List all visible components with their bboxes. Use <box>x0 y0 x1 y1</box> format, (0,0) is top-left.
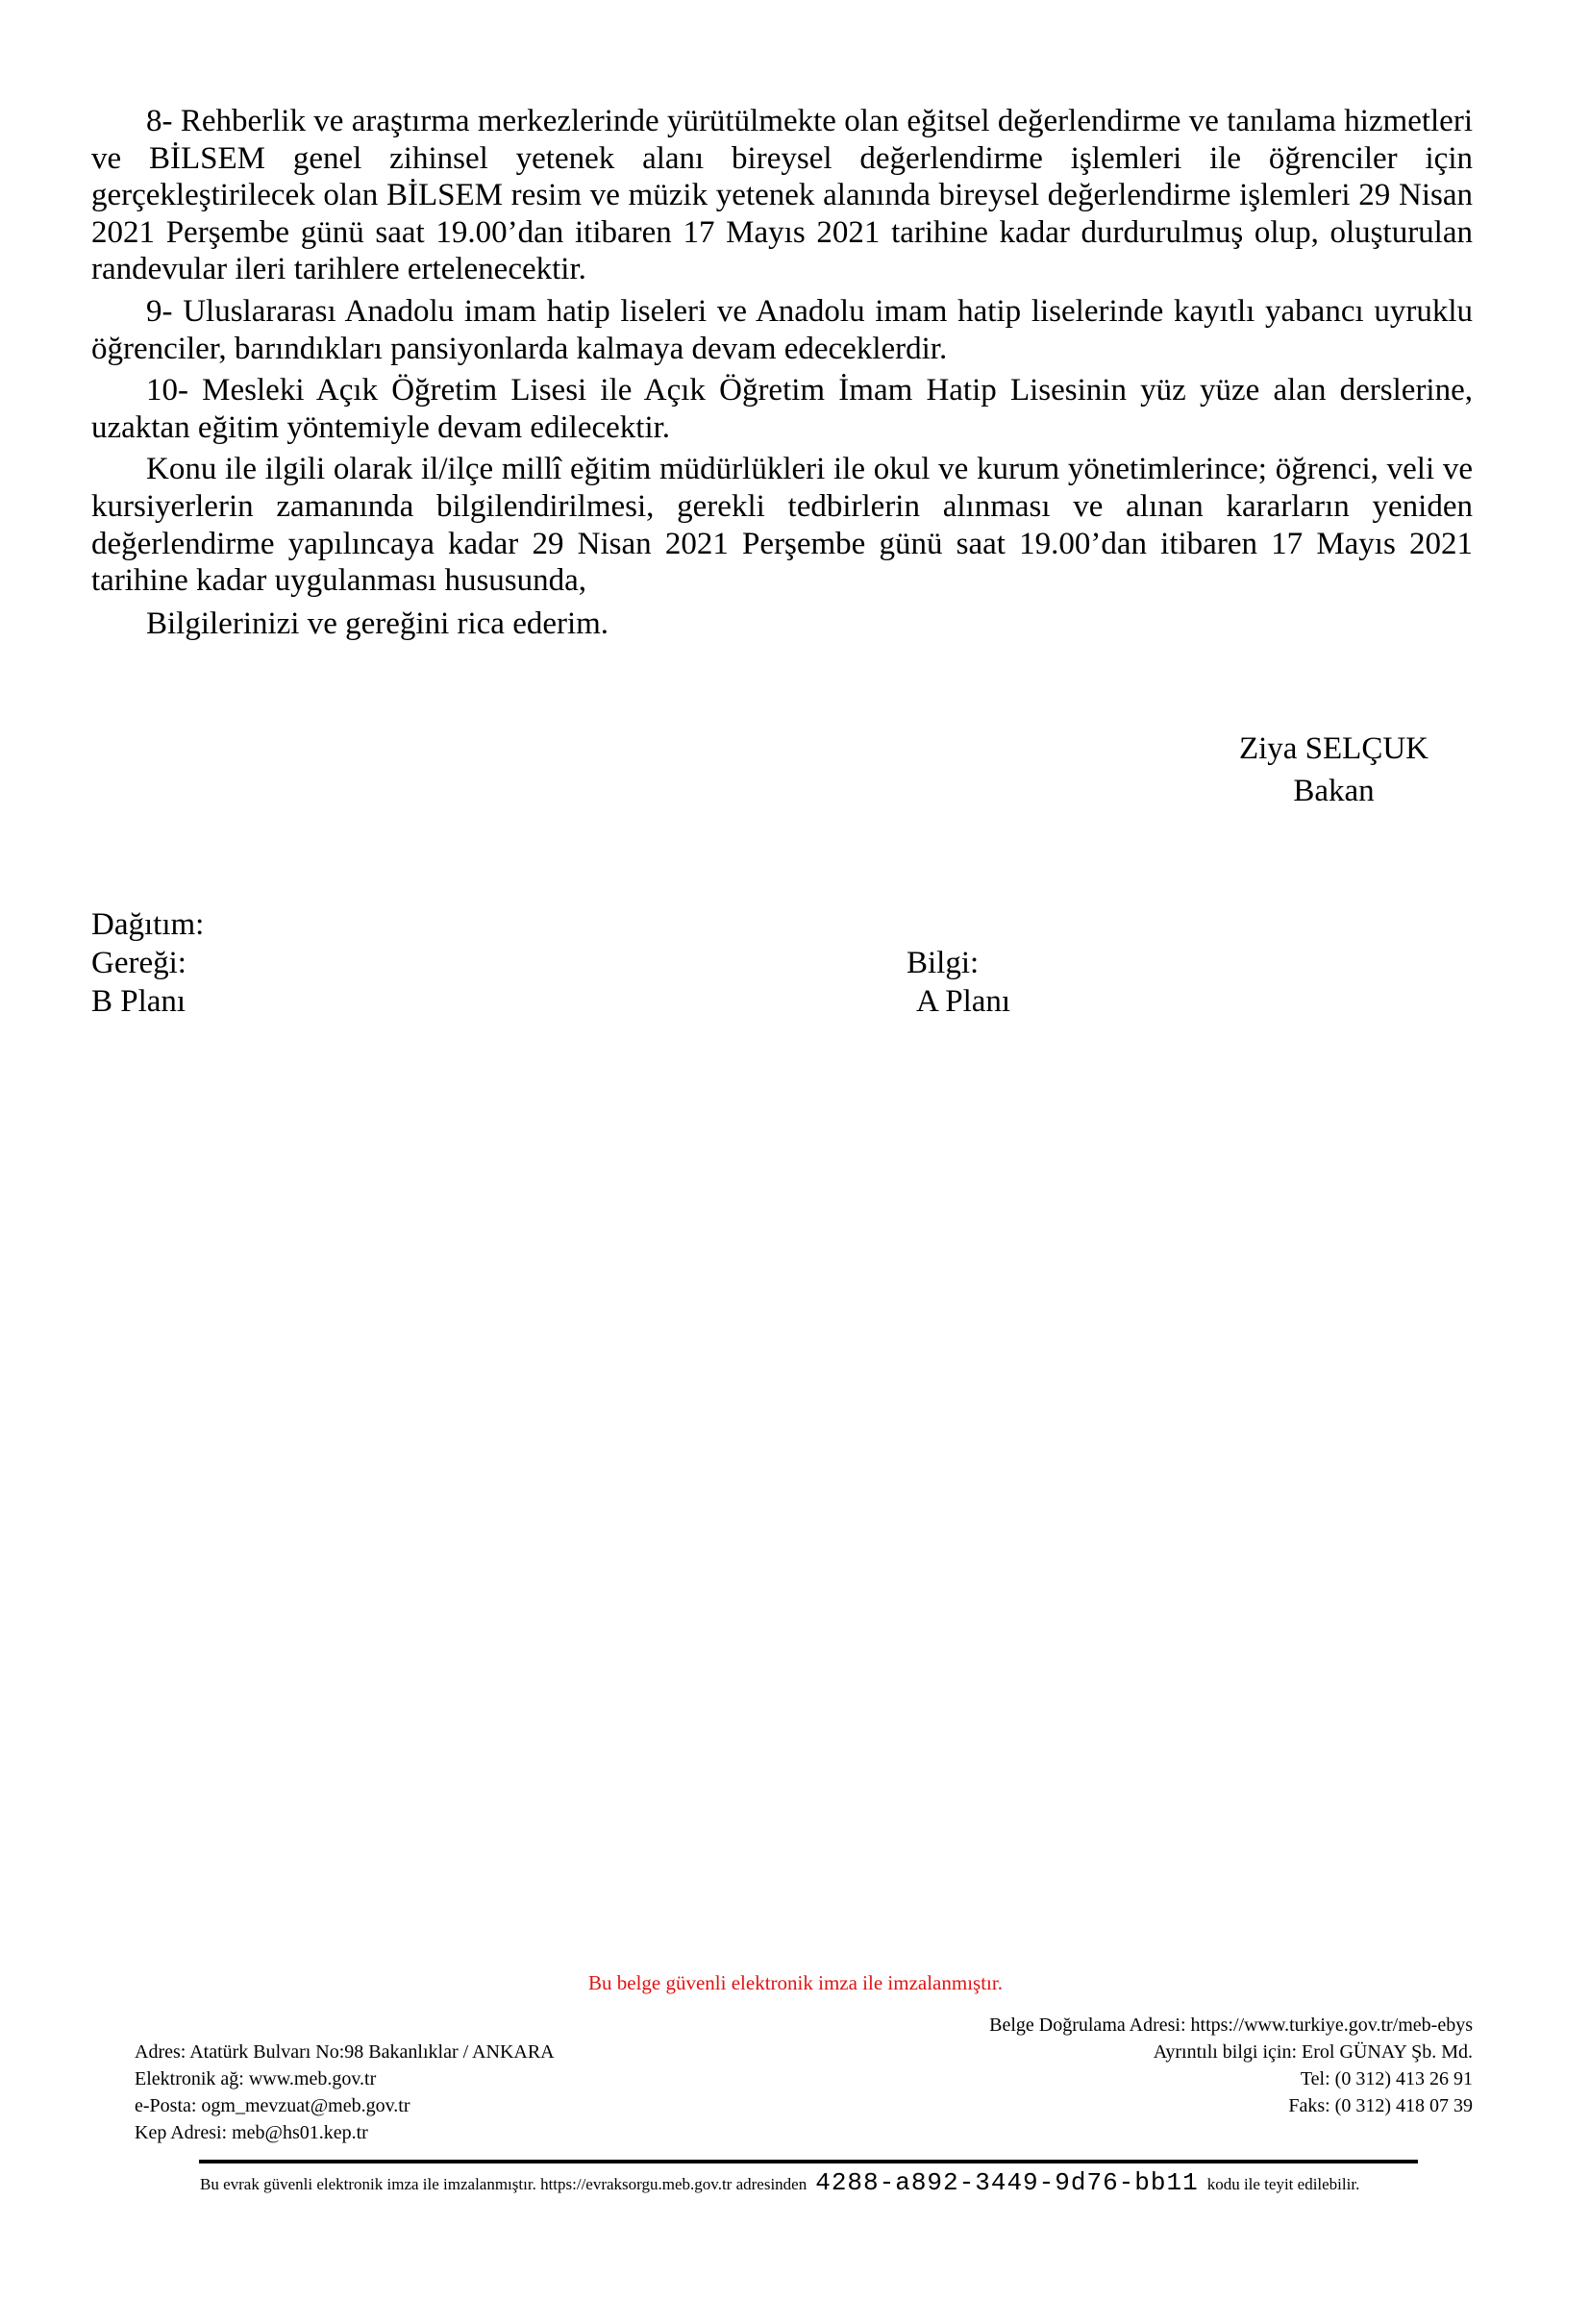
gereği-label: Gereği: <box>91 946 186 980</box>
distribution-heading-row <box>91 905 1149 944</box>
footer-address-line: Adres: Atatürk Bulvarı No:98 Bakanlıklar / ANKARA <box>135 2041 555 2063</box>
footer-contact-person-line: Ayrıntılı bilgi için: Erol GÜNAY Şb. Md. <box>1153 2041 1473 2063</box>
regards-line: Bilgilerinizi ve gereğini rica ederim. <box>146 606 609 641</box>
footer-verify-url-line: Belge Doğrulama Adresi: https://www.turkiye.gov.tr/meb-ebys <box>989 2015 1473 2036</box>
bilgi-label: Bilgi: <box>907 946 980 980</box>
footer-web-line: Elektronik ağ: www.meb.gov.tr <box>135 2068 377 2089</box>
verification-suffix: kodu ile teyit edilebilir. <box>1206 2175 1360 2193</box>
distribution-labels-row <box>91 944 1149 982</box>
signature-block <box>1182 728 1485 812</box>
paragraph-10: 10- Mesleki Açık Öğretim Lisesi ile Açık Öğretim İmam Hatip Lisesinin yüz yüze alan derslerine, uzaktan eğitim yöntemiyle devam edilecektir. <box>91 373 1473 445</box>
bilgi-value: A Planı <box>916 984 1011 1019</box>
footer-divider-rule <box>199 2160 1418 2163</box>
paragraph-9: 9- Uluslararası Anadolu imam hatip liseleri ve Anadolu imam hatip liselerinde kayıtlı yabancı uyruklu öğrenciler, barındıkları pansiyonlarda kalmaya devam edeceklerdir. <box>91 293 1473 366</box>
footer-tel-line: Tel: (0 312) 413 26 91 <box>1300 2068 1473 2089</box>
distribution-values-row <box>91 982 1149 1021</box>
esignature-notice: Bu belge güvenli elektronik imza ile imzalanmıştır. <box>588 1971 1003 1994</box>
gereği-value: B Planı <box>91 984 186 1019</box>
letter-body <box>91 103 1473 647</box>
footer-fax-line: Faks: (0 312) 418 07 39 <box>1288 2095 1473 2116</box>
distribution-heading: Dağıtım: <box>91 907 205 942</box>
signatory-name: Ziya SELÇUK <box>1238 731 1429 766</box>
verification-prefix: Bu evrak güvenli elektronik imza ile imzalanmıştır. https://evraksorgu.meb.gov.tr adresinden <box>200 2175 807 2193</box>
verification-line <box>200 2168 1450 2197</box>
footer-address-block <box>135 2039 555 2146</box>
distribution-block <box>91 905 1149 1021</box>
signatory-title: Bakan <box>1293 774 1375 808</box>
closing-paragraph: Konu ile ilgili olarak il/ilçe millî eğitim müdürlükleri ile okul ve kurum yönetimlerince; öğrenci, veli ve kursiyerlerin zamanında bilgilendirilmesi, gerekli tedbirlerin alınması ve alınan kararların yeniden değerlendirme yapılıncaya kadar 29 Nisan 2021 Perşembe günü saat 19.00’dan itibaren 17 Mayıs 2021 tarihine kadar uygulanması hususunda, <box>91 452 1473 599</box>
verification-code: 4288-a892-3449-9d76-bb11 <box>815 2168 1199 2197</box>
footer-email-line: e-Posta: ogm_mevzuat@meb.gov.tr <box>135 2095 410 2116</box>
paragraph-8: 8- Rehberlik ve araştırma merkezlerinde yürütülmekte olan eğitsel değerlendirme ve tanılama hizmetleri ve BİLSEM genel zihinsel yetenek alanı bireysel değerlendirme işlemleri ile öğrenciler için gerçekleştirilecek olan BİLSEM resim ve müzik yetenek alanında bireysel değerlendirme işlemleri 29 Nisan 2021 Perşembe günü saat 19.00’dan itibaren 17 Mayıs 2021 tarihine kadar durdurulmuş olup, oluşturulan randevular ileri tarihlere ertelenecektir. <box>91 104 1473 287</box>
footer-contact-block <box>989 2012 1473 2119</box>
footer-kep-line: Kep Adresi: meb@hs01.kep.tr <box>135 2122 368 2143</box>
